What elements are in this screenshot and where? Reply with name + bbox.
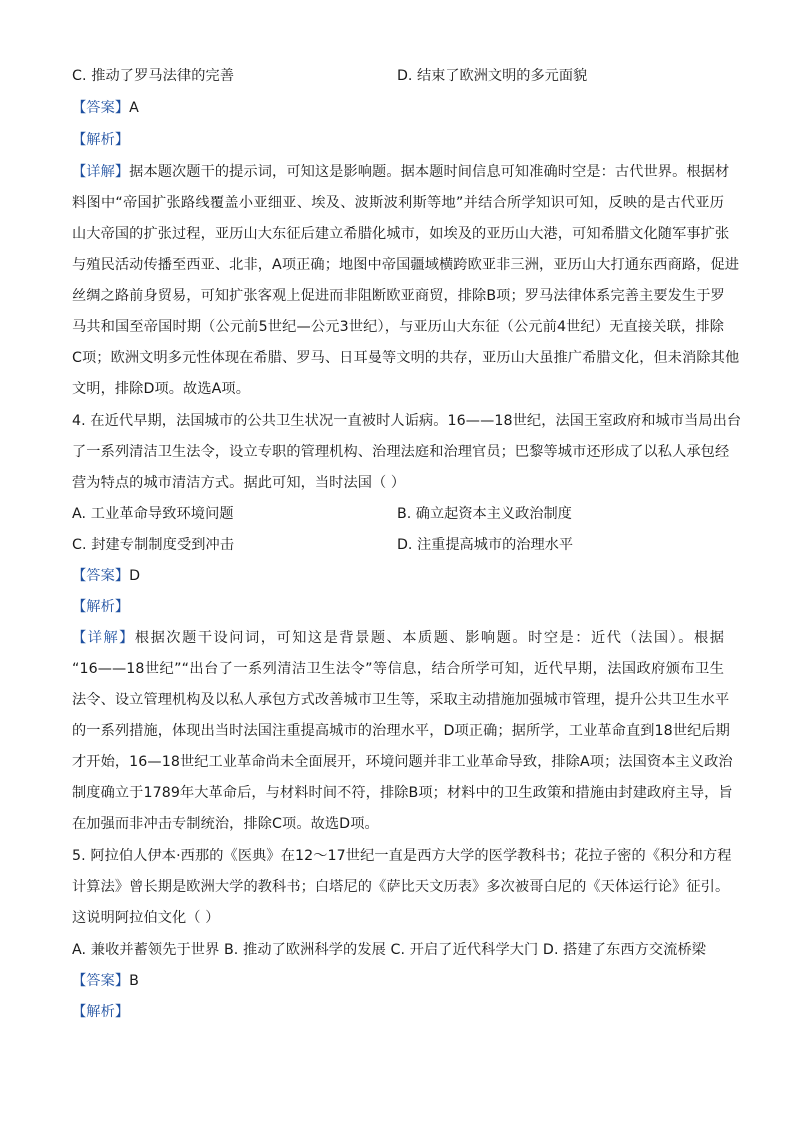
answer-value: D [129, 568, 141, 584]
q4-stem-line: 了一系列清洁卫生法令，设立专职的管理机构、治理法庭和治理官员；巴黎等城市还形成了以私人承包经 [72, 444, 730, 460]
q4-option-b: B. 确立起资本主义政治制度 [397, 506, 572, 522]
q5-options: A. 兼收并蓄领先于世界 B. 推动了欧洲科学的发展 C. 开启了近代科学大门 D. 搭建了东西方交流桥梁 [72, 942, 707, 958]
answer-value: B [129, 973, 139, 989]
q3-detail-line: 料图中“帝国扩张路线覆盖小亚细亚、埃及、波斯波利斯等地”并结合所学知识可知，反映的是古代亚历 [72, 195, 724, 211]
answer-tag: 【答案】 [72, 568, 130, 584]
q5-answer [72, 971, 724, 991]
q4-option-a: A. 工业革命导致环境问题 [72, 506, 234, 522]
q4-option-d: D. 注重提高城市的治理水平 [397, 537, 574, 553]
q4-detail-line: 制度确立于1789年大革命后，与材料时间不符，排除B项；材料中的卫生政策和措施由封建政府主导，旨 [72, 785, 733, 801]
q3-option-d: D. 结束了欧洲文明的多元面貌 [397, 68, 588, 84]
q5-analysis-tag: 【解析】 [72, 1004, 130, 1020]
q3-option-c: C. 推动了罗马法律的完善 [72, 68, 235, 84]
q4-detail-line: 的一系列措施，体现出当时法国注重提高城市的治理水平，D项正确；据所学，工业革命直到18世纪后期 [72, 723, 730, 739]
answer-tag: 【答案】 [72, 973, 130, 989]
q3-detail-line: 文明，排除D项。故选A项。 [72, 381, 250, 397]
q3-analysis-tag: 【解析】 [72, 132, 130, 148]
q3-detail-line: 丝绸之路前身贸易，可知扩张客观上促进而非阻断欧亚商贸，排除B项；罗马法律体系完善主要发生于罗 [72, 288, 725, 304]
q5-stem-line: 这说明阿拉伯文化（ ） [72, 910, 220, 926]
q4-option-c: C. 封建专制制度受到冲击 [72, 537, 235, 553]
q3-detail-line: C项；欧洲文明多元性体现在希腊、罗马、日耳曼等文明的共存，亚历山大虽推广希腊文化，但未消除其他 [72, 350, 740, 366]
detail-text: 根据次题干设问词，可知这是背景题、本质题、影响题。时空是：近代（法国）。根据 [134, 630, 725, 646]
q3-detail-line [72, 162, 730, 182]
q3-answer [72, 98, 724, 118]
answer-tag: 【答案】 [72, 100, 130, 116]
q4-detail-line: 在加强而非冲击专制统治，排除C项。故选D项。 [72, 816, 379, 832]
detail-tag: 【详解】 [72, 630, 135, 646]
detail-tag: 【详解】 [72, 164, 130, 180]
q4-detail-line [72, 628, 724, 648]
q3-detail-line: 山大帝国的扩张过程，亚历山大东征后建立希腊化城市，如埃及的亚历山大港，可知希腊文化随军事扩张 [72, 226, 730, 242]
q4-detail-line: “16——18世纪”“出台了一系列清洁卫生法令”等信息，结合所学可知，近代早期，法国政府颁布卫生 [72, 661, 724, 677]
q4-stem-line: 营为特点的城市清洁方式。据此可知，当时法国（ ） [72, 475, 406, 491]
q5-stem-line: 计算法》曾长期是欧洲大学的教科书；白塔尼的《萨比天文历表》多次被哥白尼的《天体运行论》征引。 [72, 879, 730, 895]
q4-detail-line: 法令、设立管理机构及以私人承包方式改善城市卫生等，采取主动措施加强城市管理，提升公共卫生水平 [72, 692, 730, 708]
q3-detail-line: 马共和国至帝国时期（公元前5世纪—公元3世纪），与亚历山大东征（公元前4世纪）无直接关联，排除 [72, 319, 724, 335]
detail-text: 据本题次题干的提示词，可知这是影响题。据本题时间信息可知准确时空是：古代世界。根据材 [129, 164, 730, 180]
q4-answer [72, 566, 724, 586]
q5-stem-line: 5. 阿拉伯人伊本·西那的《医典》在12～17世纪一直是西方大学的医学教科书；花拉子密的《积分和方程 [72, 848, 732, 864]
q3-detail-line: 与殖民活动传播至西亚、北非，A项正确；地图中帝国疆域横跨欧亚非三洲，亚历山大打通东西商路，促进 [72, 257, 740, 273]
answer-value: A [129, 100, 139, 116]
q4-detail-line: 才开始，16—18世纪工业革命尚未全面展开，环境问题并非工业革命导致，排除A项；法国资本主义政治 [72, 754, 733, 770]
q4-stem-line: 4. 在近代早期，法国城市的公共卫生状况一直被时人诟病。16——18世纪，法国王室政府和城市当局出台 [72, 413, 742, 429]
q4-analysis-tag: 【解析】 [72, 599, 130, 615]
